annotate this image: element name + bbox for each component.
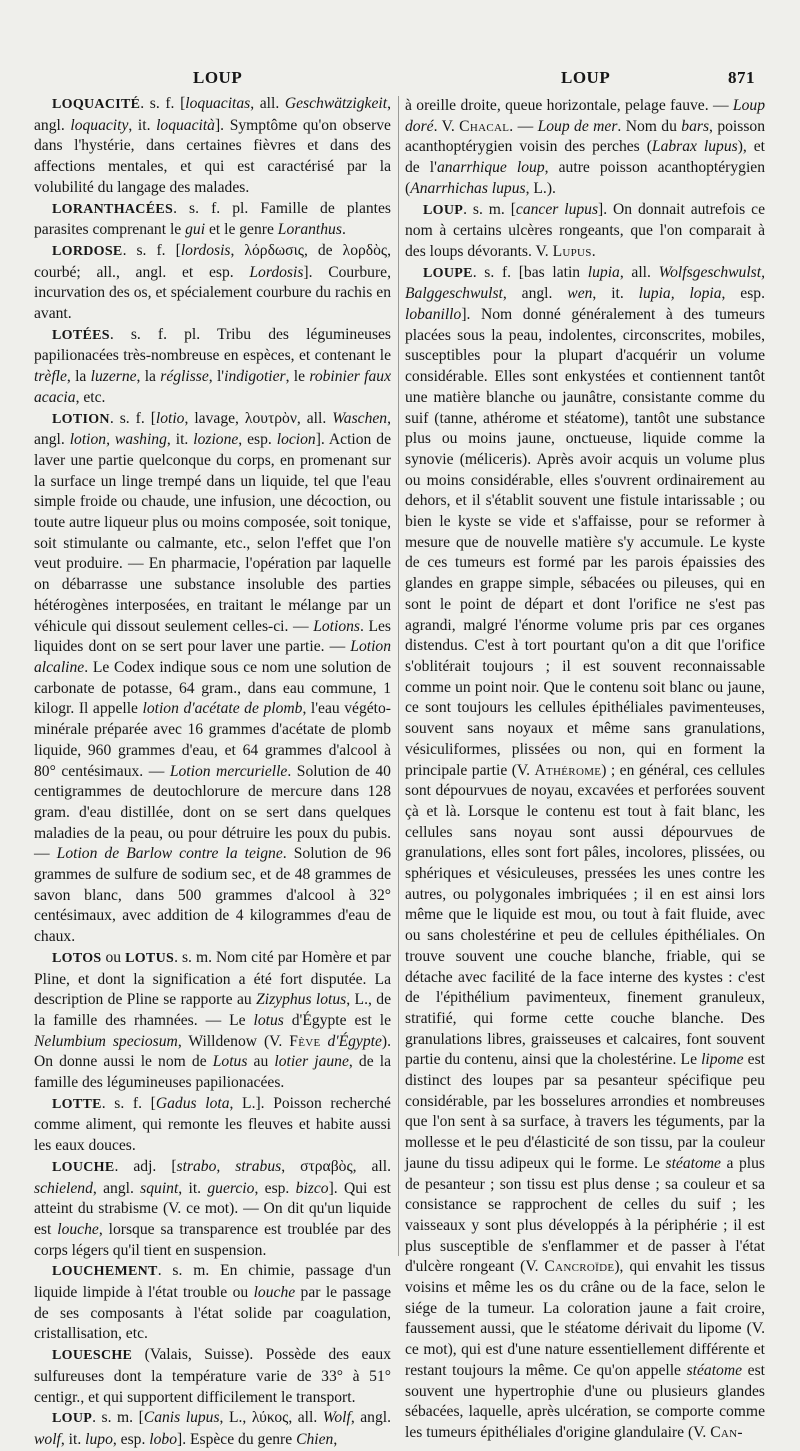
italic-term: lupia, lopia (638, 285, 722, 303)
entry-text: . s. f. [bas latin (472, 263, 588, 281)
italic-term: luzerne (90, 368, 137, 386)
italic-term: Loup de mer (537, 117, 618, 135)
headword: LOUCHEMENT (52, 1264, 158, 1280)
entry-text: par le passage de ses composants à l'état solide par coagulation, cristallisation, etc. (34, 1284, 391, 1343)
dictionary-entry (34, 1157, 391, 1262)
entry-text: . s. m. [ (463, 200, 516, 218)
entry-text: , it. (592, 285, 639, 303)
entry-text: , it. (128, 116, 157, 134)
italic-term: Lotions (313, 617, 360, 635)
headword: LOUP (52, 1411, 93, 1427)
entry-text: , L., λύκος, all. (219, 1409, 323, 1427)
entry-text: , lavage, λουτρὸν, all. (184, 409, 333, 427)
italic-term: loquacity (70, 116, 129, 134)
italic-term: Geschwätzigkeit (284, 95, 388, 112)
entry-text: ]. Espèce du genre (177, 1431, 297, 1448)
italic-term: anarrhique loup (436, 159, 545, 177)
italic-term: robinier faux acacia (34, 368, 392, 406)
entry-text: à oreille droite, queue horizontale, pelage fauve. — (405, 97, 733, 114)
entry-text: , it. (166, 431, 194, 449)
entry-text: , L., de la famille des rhamnées. — Le (34, 991, 391, 1029)
entry-text: . (341, 221, 346, 239)
headword: LOTUS (125, 950, 175, 966)
entry-text: , L.). (525, 179, 556, 197)
italic-term: lotion, washing (69, 431, 167, 449)
italic-term: Loranthus (277, 221, 342, 239)
entry-text: . Solution de 40 centigrammes de deutochlorure de mercure dans 128 gram. d'eau distillée, dont on se sert dans quelques maladies de la peau, ou pour détruire les poux du pubis. — (34, 762, 391, 863)
entry-text: , (333, 1431, 338, 1448)
entry-text: d'Égypte est le (283, 1011, 391, 1029)
italic-term: Lordosis (249, 263, 304, 281)
entry-text: , all. (619, 263, 659, 281)
entry-text: , la (66, 368, 91, 386)
headword: LOTION (52, 411, 110, 427)
entry-text: , angl. (502, 285, 568, 303)
headword: LOUESCHE (52, 1348, 133, 1364)
italic-term: Gadus lota (155, 1094, 230, 1112)
italic-term: Lotion alcaline (34, 638, 391, 676)
italic-term: stéatome (686, 1361, 743, 1379)
italic-term: wolf (34, 1431, 61, 1448)
column-rule (398, 96, 399, 1256)
entry-text: ), et de l' (405, 138, 765, 177)
running-head-right: LOUP (561, 68, 611, 87)
italic-term: Zizyphus lotus (256, 991, 347, 1009)
italic-term: Lotus (212, 1053, 248, 1071)
entry-text: , all. (250, 95, 285, 112)
italic-term: Wolfsgeschwulst, Balggeschwulst (405, 263, 765, 303)
italic-term: louche (57, 1220, 99, 1238)
dictionary-entry (34, 94, 391, 199)
italic-term: lupia (587, 263, 620, 281)
entry-text: . V. (433, 117, 460, 135)
entry-text: , it. (178, 1179, 208, 1197)
entry-text: . (591, 242, 596, 260)
entry-text: au (247, 1053, 275, 1071)
entry-text: . — (509, 117, 538, 135)
entry-text: . s. m. En chimie, passage d'un liquide limpide à l'état trouble ou (34, 1262, 391, 1302)
italic-term: lozione (193, 431, 239, 449)
entry-text: . s. f. [ (122, 241, 181, 259)
entry-text: ]. Nom donné généralement à des tumeurs placées sous la peau, indolentes, circonscrites, mobiles, susceptibles pour la plupart d'acquérir un volume considérable. Elles sont enkystées et contiennent tantôt une matière blanche ou jaunâtre, consistante comme du suif (tanne, athérome et stéatome), tantôt une substance plus ou moins jaune, onctueuse, liquide comme la synovie (méliceris). Après avoir acquis un volume plus ou moins considérable, elles s'ouvrent ordinairement au dehors, et il s'établit souvent une fistule intarissable ; ou bien le kyste se vide et s'affaisse, pour se reformer à mesure que de nouvelle matière s'y accumule. Le kyste de ces tumeurs est formé par les parois épaissies des glandes en grappe simple, sébacées ou pileuses, qui en sont le point de départ et dont l'orifice ne s'est pas agrandi, malgré l'énorme volume pris par ces organes distendus. C'est à tort pourtant qu'on a dit que l'orifice s'oblitérait toujours ; il est souvent reconnaissable comme un point noir. Que le contenu soit blanc ou jaune, ce sont toujours les cellules épithéliales pavimenteuses, souvent sans noyaux et même sans granulations, vésiculiformes, plissées ou non, qui en forment la principale partie (V. (405, 306, 765, 779)
headword: LOQUACITÉ (52, 97, 141, 112)
dictionary-entry (34, 409, 391, 948)
italic-term: Labrax lupus (651, 138, 738, 156)
entry-text: , it. (60, 1431, 86, 1448)
entry-text: est souvent une hypertrophie d'une ou plusieurs glandes sébacées, laquelle, après ulcération, se comporte comme les tumeurs épithéliales d'origine glandulaire (V. (405, 1361, 765, 1441)
italic-term: cancer lupus (515, 200, 599, 218)
entry-text: a plus de pesanteur ; son tissu est plus dense ; sa couleur et sa consistance se rapprochent de celles du suif ; les vaisseaux y sont plus développés à la périphérie ; il est plus susceptible de s'enflammer et de passer à l'état d'ulcère rongeant (V. (405, 1154, 765, 1276)
entry-text: et le genre (205, 221, 278, 239)
entry-text: est distinct des loupes par sa pesanteur spécifique peu considérable, par les bosselures arrondies et nombreuses que l'on sent à sa surface, à travers les téguments, par la mollesse et le peu d'élasticité de son tissu, par la couleur jaune du tissu adipeux qui le forme. Le (405, 1051, 765, 1172)
entry-text: , autre poisson acanthoptérygien ( (405, 159, 765, 197)
entry-text: . Le Codex indique sous ce nom une solution de carbonate de potasse, 64 gram., dans eau commune, 1 kilogr. Il appelle (34, 658, 391, 718)
headword: LOTTE (52, 1096, 102, 1112)
entry-text: , λόρδωσις, de λορδὸς, courbé; all., angl. et esp. (34, 241, 391, 281)
italic-term: squint (140, 1179, 179, 1197)
entry-text: ). On donne aussi le nom de (34, 1032, 391, 1071)
italic-term: stéatome (665, 1154, 721, 1172)
italic-term: trèfle (34, 368, 67, 386)
italic-term: bars (681, 117, 710, 135)
entry-text: , L.]. Poisson recherché comme aliment, qui remonte les fleuves et habite aussi les eaux douces. (34, 1094, 391, 1155)
italic-term: Loup doré (405, 97, 765, 135)
italic-term: Canis lupus (143, 1409, 220, 1427)
italic-term: louche (253, 1284, 296, 1302)
italic-term: Wolf (322, 1409, 351, 1427)
italic-term: lotus (253, 1011, 284, 1029)
entry-text: . s. f. pl. Tribu des légumineuses papilionacées très-nombreuse en espèces, et contenant le (34, 325, 391, 365)
headword: LORDOSE (52, 243, 123, 259)
italic-term: locion (276, 431, 316, 449)
headword: LORANTHACÉES (52, 201, 174, 217)
entry-text: , στραβὸς, all. (281, 1157, 391, 1175)
italic-term: Chien (296, 1431, 334, 1448)
entry-text: , de la famille des légumineuses papilionacées. (34, 1053, 392, 1092)
dictionary-entry (405, 263, 765, 1444)
dictionary-entry (34, 1408, 391, 1450)
entry-text: ]. On donnait autrefois ce nom à certains ulcères rongeants, que l'on comparait à des loups dévorants. V. (405, 200, 766, 260)
entry-text: , esp. (254, 1179, 296, 1197)
entry-text: , angl. (350, 1409, 391, 1427)
italic-term: lotier jaune (274, 1053, 349, 1071)
right-column (405, 96, 765, 1444)
entry-text: . s. m. Nom cité par Homère et par Pline, et dont la signification a été fort disputée. La description de Pline se rapporte au (34, 948, 392, 1009)
left-column (34, 94, 391, 1451)
italic-term: loquacitas (185, 95, 251, 112)
entry-text: ) ; en général, ces cellules sont dépourvues de noyau, excavées et perforées souvent çà et là. Lorsque le contenu est tout à fait blanc, les cellules sans noyau sont aussi dépourvues de granulations, elles sont fort pâles, incolores, plissées, ou sphériques et vésiculeuses, pressées les unes contre les autres, ou polygonales imbriquées ; il en est ainsi lors même que le liquide est mou, ou tout à fait fluide, avec ou sans cholestérine et peu de cellules épithéliales. On trouve souvent une couche blanche, friable, qui se détache avec facilité de la face interne des kystes : c'est de l'épithélium pavimenteux, finement granuleux, stratifié, qui forme cette couche blanche. Des granulations libres, graisseuses et calcaires, font souvent partie du contenu, ainsi que la cholestérine. Le (405, 761, 765, 1069)
entry-text: , esp. (238, 431, 277, 449)
entry-text: , l'eau végéto-minérale préparée avec 16 grammes d'acétate de plomb liquide, 960 grammes d'eau, et 64 grammes d'alcool à 80° centésimaux. — (34, 700, 391, 780)
italic-term: d'Égypte (320, 1032, 382, 1050)
cross-reference: Fève (289, 1032, 321, 1050)
italic-term: lobo (149, 1431, 177, 1448)
dictionary-entry (34, 199, 391, 241)
italic-term: Nelumbium speciosum (34, 1032, 178, 1050)
headword: LOUP (423, 202, 464, 218)
cross-reference: Can- (710, 1424, 743, 1441)
entry-text: . Nom du (617, 117, 682, 135)
cross-reference: Athérome (534, 761, 602, 779)
entry-text: ]. Action de laver une partie quelconque du corps, en promenant sur la surface un linge trempé dans un liquide, tel que l'eau simple froide ou chaude, une infusion, une décoction, ou toute autre liqueur plus ou moins composée, soit tonique, soit stimulante ou calmante, etc., selon l'effet que l'on veut produire. — En pharmacie, l'opération par laquelle on débarrasse une substance insoluble des parties hétérogènes interposées, en traitant le mélange par un véhicule qui dissout seulement celles-ci. — (34, 431, 391, 635)
entry-text: . s. f. [ (109, 409, 156, 427)
headword: LOUPE (423, 265, 473, 281)
entry-text: ), qui envahit les tissus voisins et même les os du crâne ou de la face, selon le siége de la tumeur. La coloration jaune a fait croire, faussement aussi, que le stéatome dérivait du lipome (V. ce mot), qui est d'une nature essentiellement différente et restant toujours la même. Ce qu'on appelle (405, 1258, 765, 1379)
italic-term: wen (567, 285, 593, 303)
entry-text: , la (136, 368, 161, 386)
entry-text: , lorsque sa transparence est troublée par des corps légers qu'il tient en suspension. (34, 1220, 391, 1259)
italic-term: Anarrhichas lupus (410, 179, 526, 197)
italic-term: réglisse (160, 368, 209, 386)
entry-text: . Les liquides dont on se sert pour laver une partie. — (34, 617, 391, 656)
entry-text: ]. Courbure, incurvation des os, et spécialement courbure du rachis en avant. (34, 263, 391, 323)
entry-text: , l' (208, 368, 225, 386)
italic-term: lotio (155, 409, 185, 427)
italic-term: lupo (85, 1431, 113, 1448)
entry-text: . s. f. pl. Famille de plantes parasites comprenant le (34, 199, 391, 239)
dictionary-entry (34, 1261, 391, 1345)
headword: LOTÉES (52, 327, 110, 343)
entry-text: . s. f. [ (140, 95, 186, 112)
entry-text: , angl. (34, 95, 391, 134)
entry-text: ]. Qui est atteint du strabisme (V. ce mot). — On dit qu'un liquide est (34, 1179, 391, 1238)
italic-term: lordosis (180, 241, 231, 259)
dictionary-entry (34, 1345, 391, 1408)
entry-text: , angl. (34, 409, 391, 449)
entry-text: . s. m. [ (92, 1409, 144, 1427)
dictionary-entry (34, 325, 391, 409)
running-head-left: LOUP (193, 68, 243, 87)
entry-text: . s. f. [ (101, 1094, 156, 1112)
dictionary-entry (34, 948, 391, 1094)
entry-text: , angl. (92, 1179, 141, 1197)
cross-reference: Chacal (459, 117, 510, 135)
entry-text: . adj. [ (114, 1157, 177, 1175)
dictionary-entry (34, 1094, 391, 1157)
entry-text: , esp. (112, 1431, 150, 1448)
italic-term: lipome (701, 1051, 744, 1069)
italic-term: schielend (34, 1179, 93, 1197)
entry-text: , Willdenow (V. (177, 1032, 290, 1050)
headword: LOUCHE (52, 1159, 115, 1175)
italic-term: Lotion mercurielle (169, 762, 288, 780)
entry-text: ]. Symptôme qu'on observe dans l'hystérie, dans certaines fièvres et dans des affections mentales, et qui est caractérisé par la volubilité du langage des malades. (34, 116, 391, 196)
entry-text: , esp. (721, 285, 765, 303)
cross-reference: Cancroïde (544, 1258, 615, 1276)
italic-term: bizco (295, 1179, 329, 1197)
entry-text: (Valais, Suisse). Possède des eaux sulfureuses dont la température varie de 33° à 51° centigr., et qui supportent difficilement le transport. (34, 1346, 391, 1406)
italic-term: guercio (207, 1179, 255, 1197)
cross-reference: Lupus (552, 242, 592, 260)
entry-text: , poisson acanthoptérygien voisin des perches ( (405, 117, 765, 156)
italic-term: Waschen (332, 409, 388, 427)
page-number: 871 (728, 68, 755, 87)
italic-term: gui (185, 221, 206, 239)
entry-text: , etc. (75, 388, 106, 406)
italic-term: indigotier (224, 368, 286, 386)
italic-term: strabo, strabus (176, 1157, 282, 1175)
dictionary-entry (34, 241, 391, 325)
italic-term: lotion d'acétate de plomb (142, 700, 303, 718)
dictionary-entry (405, 96, 765, 200)
entry-text: . Solution de 96 grammes de sulfure de sodium sec, et de 48 grammes de savon blanc, dans 500 grammes d'alcool à 32° centésimaux, avec addition de 4 kilogrammes d'eau de chaux. (34, 845, 392, 946)
dictionary-entry (405, 200, 765, 263)
entry-text: ou (101, 948, 126, 966)
italic-term: lobanillo (405, 306, 462, 324)
italic-term: loquacità (156, 116, 215, 134)
entry-text: , le (285, 368, 310, 386)
headword: LOTOS (52, 950, 102, 966)
italic-term: Lotion de Barlow contre la teigne (56, 845, 283, 863)
